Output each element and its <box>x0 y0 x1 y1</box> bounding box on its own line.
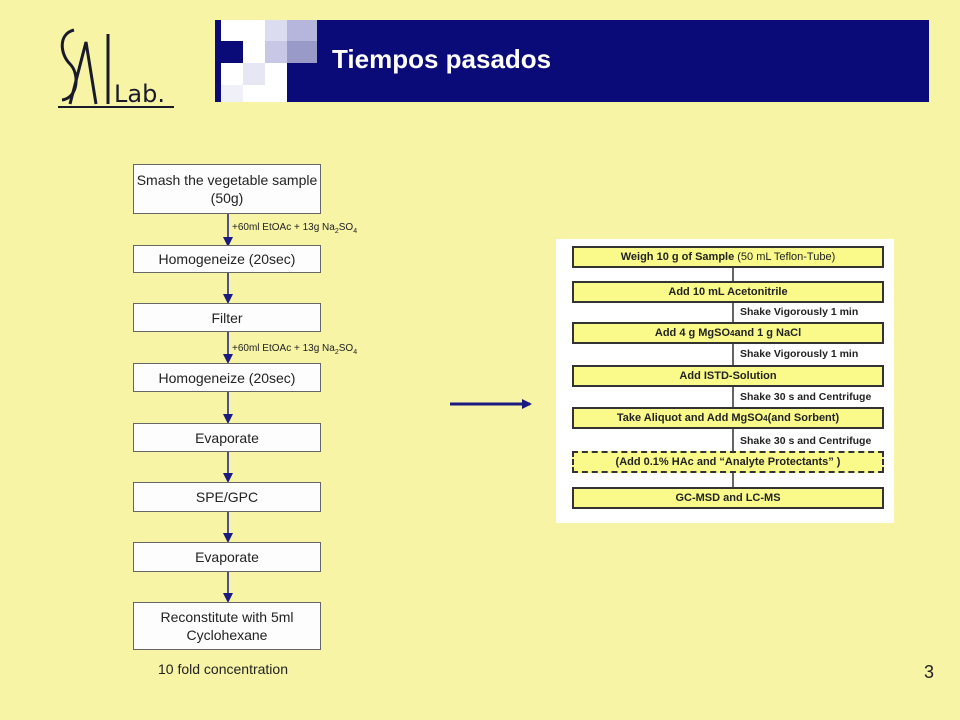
reagent-note-2: +60ml EtOAc + 13g $Na_2SO_4$ <box>232 343 358 356</box>
flow-step-spe-gpc: SPE/GPC <box>133 482 321 512</box>
svg-text:Lab.: Lab. <box>114 80 165 108</box>
quechers-step-analysis: GC-MSD and LC-MS <box>572 487 884 509</box>
quechers-step-acetonitrile: Add 10 mL Acetonitrile <box>572 281 884 303</box>
quechers-panel <box>556 239 894 523</box>
page-title: Tiempos pasados <box>332 44 552 74</box>
quechers-step-weigh: Weigh 10 g of Sample (50 mL Teflon-Tube) <box>572 246 884 268</box>
flow-step-smash: Smash the vegetable sample (50g) <box>133 164 321 214</box>
quechers-step-mgso4-nacl: Add 4 g MgSO 4 and 1 g NaCl <box>572 322 884 344</box>
quechers-shake-1: Shake Vigorously 1 min <box>740 306 859 318</box>
flow-footer: 10 fold concentration <box>158 661 288 677</box>
quechers-shake-2: Shake Vigorously 1 min <box>740 348 859 360</box>
quechers-step-istd: Add ISTD-Solution <box>572 365 884 387</box>
flow-step-homogeneize-2: Homogeneize (20sec) <box>133 363 321 392</box>
flow-step-reconstitute: Reconstitute with 5ml Cyclohexane <box>133 602 321 650</box>
quechers-step-aliquot: Take Aliquot and Add MgSO 4 (and Sorbent) <box>572 407 884 429</box>
quechers-shake-3: Shake 30 s and Centrifuge <box>740 391 872 403</box>
flow-step-filter: Filter <box>133 303 321 332</box>
reagent-note-1: +60ml EtOAc + 13g $Na_2SO_4$ <box>232 222 358 235</box>
flow-step-evaporate-2: Evaporate <box>133 542 321 572</box>
flow-step-homogeneize-1: Homogeneize (20sec) <box>133 245 321 273</box>
quechers-step-optional-hac: (Add 0.1% HAc and “Analyte Protectants” ) <box>572 451 884 473</box>
flow-step-evaporate-1: Evaporate <box>133 423 321 452</box>
page-number: 3 <box>924 662 935 682</box>
quechers-shake-4: Shake 30 s and Centrifuge <box>740 435 872 447</box>
